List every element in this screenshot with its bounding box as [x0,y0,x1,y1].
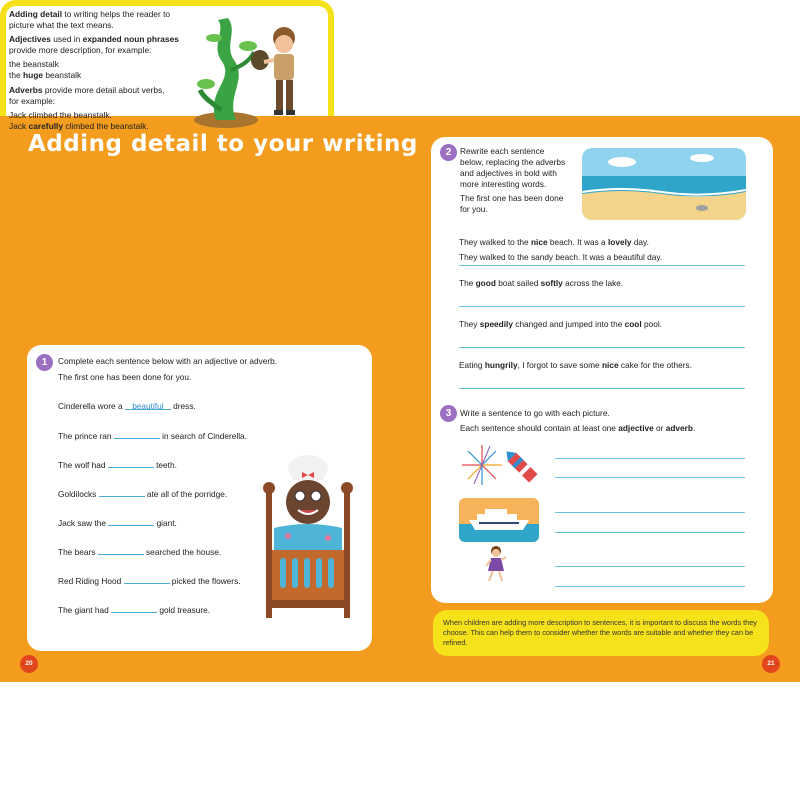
bold-word: hungrily [484,360,518,370]
instr-text: Each sentence should contain at least one [460,423,619,433]
instr-text: . [692,423,696,433]
exercise-number-2: 2 [440,144,457,161]
instruction-line: for you. [460,204,488,214]
sentence-text: pool. [641,319,662,329]
answer-line[interactable] [459,388,745,389]
answer-blank[interactable] [98,546,144,555]
exercise-2-instruction [460,146,565,215]
bold-word: good [475,278,496,288]
exercise-number-1: 1 [36,354,53,371]
cruise-ship-picture [459,498,539,542]
sentence-text: cake for the others. [618,360,692,370]
instruction-line: below, replacing the adverbs [460,157,566,167]
sentence-text: changed and jumped into the [512,319,625,329]
example-answer: They walked to the sandy beach. It was a beautiful day. [459,252,663,262]
sentence-item [58,459,177,470]
sentence-text: They [459,319,480,329]
example-text: the [9,70,23,80]
bold-word: nice [601,360,619,370]
example-text: climbed the beanstalk. [63,121,149,131]
intro-bold: Adjectives [9,34,51,44]
wolf-in-bed-illustration [258,450,358,622]
instruction-line: more interesting words. [460,179,547,189]
page-number-left: 20 [20,655,38,673]
sentence-start: Jack saw the [58,518,109,528]
teacher-note: When children are adding more description to sentences, it is important to discuss the words they choose. This can help them to consider whether the words are suitable and whether they can be refined. [433,610,769,656]
sentence-text: They walked to the [459,237,531,247]
sentence-start: The bears [58,547,98,557]
example-text: beanstalk [43,70,82,80]
bold-word: softly [540,278,563,288]
answer-blank[interactable] [111,604,157,613]
exercise-3-instruction: Write a sentence to go with each picture. [460,408,610,418]
answer-line[interactable] [459,265,745,266]
sentence-start: The wolf had [58,460,108,470]
sentence-item [58,604,210,615]
answer-blank[interactable] [108,459,154,468]
sentence-item [58,546,221,557]
example-text: the beanstalk [9,59,59,69]
sentence-text: , I forgot to save some [517,360,602,370]
sentence-text: across the lake. [562,278,624,288]
sentence-end: teeth. [153,460,177,470]
answer-blank[interactable]: beautiful [125,401,171,410]
sentence-end: dress. [170,401,196,411]
instr-bold: adverb [665,423,693,433]
bold-word: lovely [607,237,632,247]
intro-text-line: used in [50,34,83,44]
intro-bold: Adverbs [9,85,43,95]
intro-text-line: picture what the text means. [9,20,114,30]
example-bold: huge [22,70,43,80]
intro-text-line: to writing helps the reader to [62,9,171,19]
answer-line[interactable] [555,566,745,567]
answer-line[interactable] [555,532,745,533]
sentence-text: boat sailed [495,278,541,288]
answer-line[interactable] [555,458,745,459]
sentence-item [58,517,177,528]
sentence-end: gold treasure. [157,605,211,615]
answer-blank[interactable] [99,488,145,497]
sentence-end: giant. [154,518,177,528]
sentence-start: Red Riding Hood [58,576,124,586]
page-title: Adding detail to your writing [28,131,418,157]
running-girl-picture [484,545,508,585]
bold-word: nice [530,237,548,247]
answer-line[interactable] [459,306,745,307]
beach-picture [582,148,746,220]
sentence-start: The giant had [58,605,112,615]
instruction-line: Rewrite each sentence [460,146,545,156]
example-text: Jack climbed the beanstalk. [9,110,112,120]
answer-blank[interactable] [108,517,154,526]
sentence-start: The prince ran [58,431,114,441]
fireworks-picture [460,443,546,489]
answer-line[interactable] [555,586,745,587]
instr-text: or [653,423,666,433]
exercise-1-instruction: Complete each sentence below with an adjective or adverb. [58,356,278,366]
instruction-line: and adjectives in bold with [460,168,557,178]
sentence-start: Goldilocks [58,489,99,499]
answer-blank[interactable] [124,575,170,584]
rewrite-sentence [459,360,692,370]
rewrite-sentence [459,237,649,247]
exercise-1-instruction-2: The first one has been done for you. [58,372,192,382]
intro-bold: Adding detail [9,9,63,19]
example-text: Jack [9,121,29,131]
answer-line[interactable] [555,477,745,478]
answer-blank[interactable] [114,430,160,439]
answer-line[interactable] [459,347,745,348]
sentence-end: searched the house. [143,547,222,557]
sentence-start: Cinderella wore a [58,401,125,411]
sentence-end: in search of Cinderella. [159,431,247,441]
intro-text-line: provide more description, for example: [9,45,152,55]
intro-bold: expanded noun phrases [82,34,179,44]
bold-word: speedily [479,319,513,329]
sentence-item [58,430,247,441]
exercise-3-instruction-2 [460,423,695,433]
intro-text-line: for example: [9,96,56,106]
sentence-end: picked the flowers. [169,576,241,586]
exercise-number-3: 3 [440,405,457,422]
bold-word: cool [624,319,642,329]
instruction-line: The first one has been done [460,193,564,203]
page-number-right: 21 [762,655,780,673]
intro-text [9,9,199,132]
rewrite-sentence [459,319,662,329]
beanstalk-jack-illustration [176,10,326,138]
sentence-text: day. [631,237,649,247]
sentence-text: The [459,278,476,288]
sentence-item [58,575,241,586]
sentence-text: beach. It was a [547,237,608,247]
example-bold: carefully [28,121,64,131]
sentence-text: Eating [459,360,485,370]
sentence-item [58,401,196,411]
instr-bold: adjective [618,423,654,433]
sentence-end: ate all of the porridge. [144,489,228,499]
rewrite-sentence [459,278,623,288]
intro-text-line: provide more detail about verbs, [42,85,165,95]
sentence-item [58,488,227,499]
answer-line[interactable] [555,512,745,513]
